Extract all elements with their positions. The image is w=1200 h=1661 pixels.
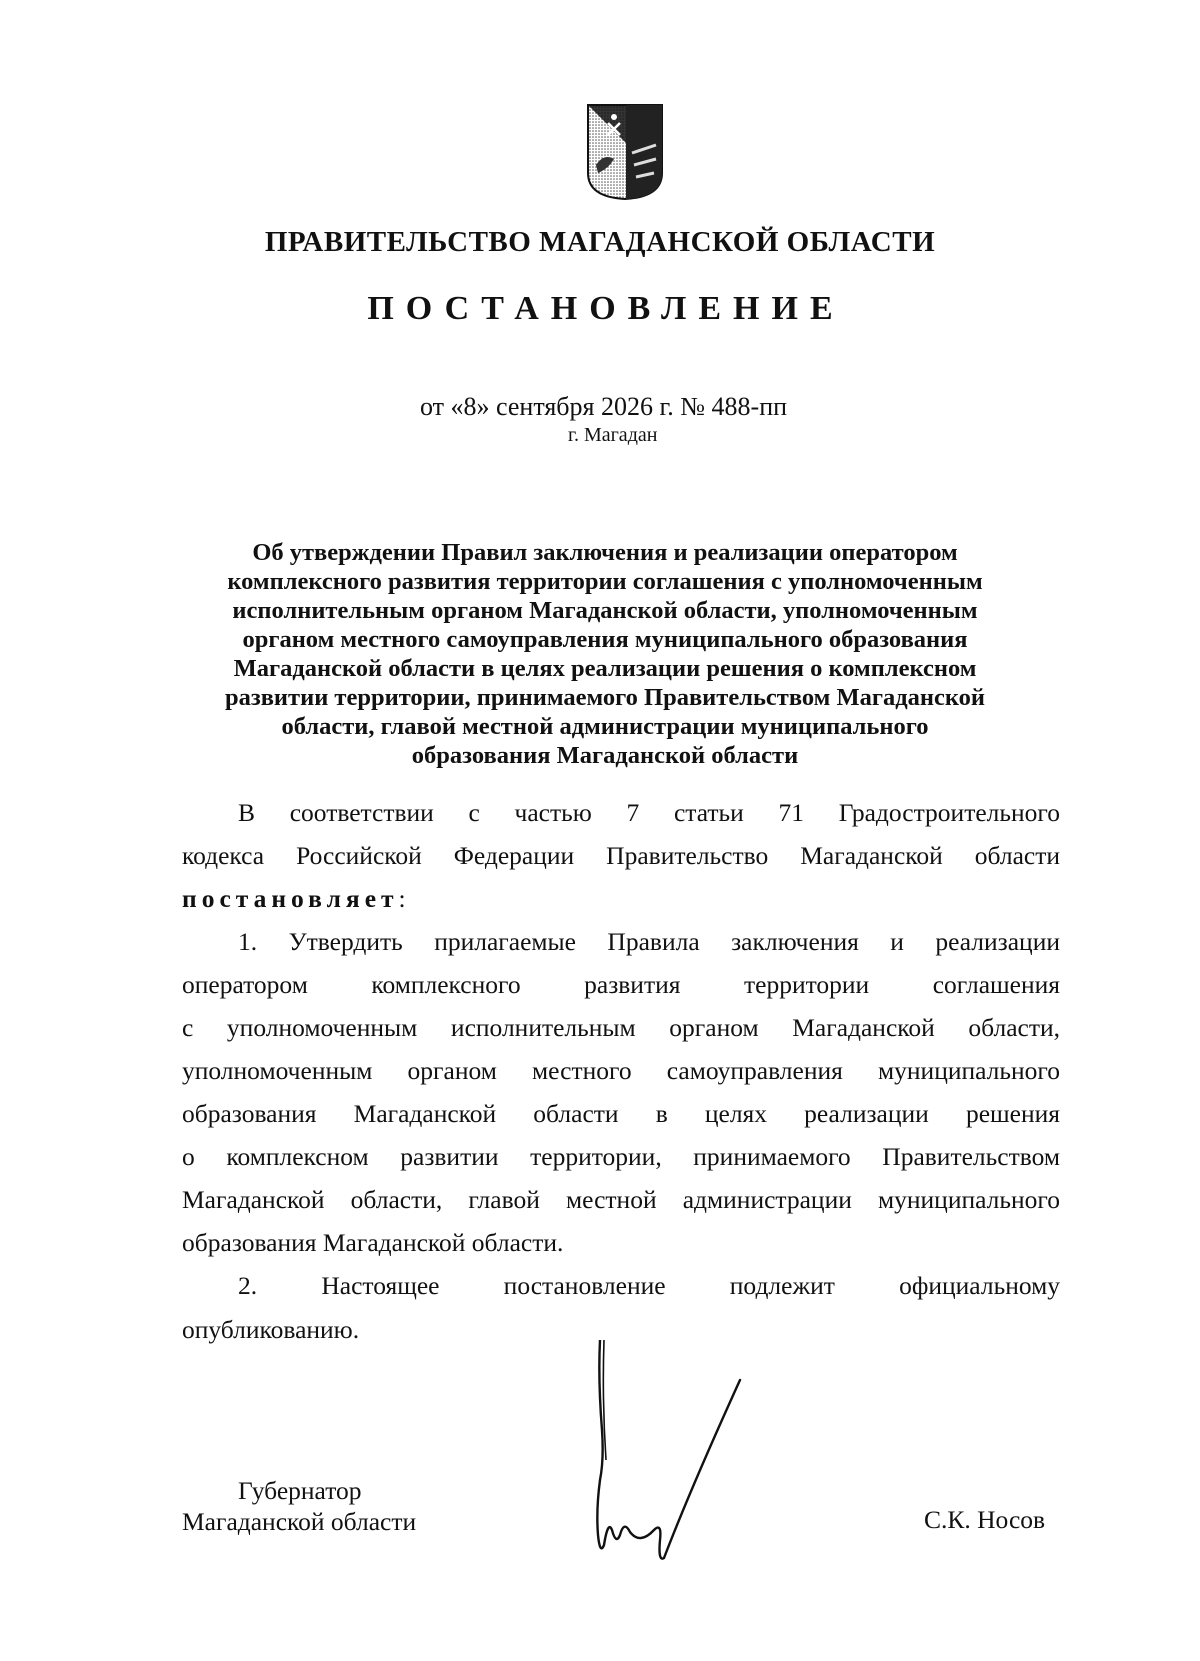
item1-last-line: образования Магаданской области. (182, 1228, 564, 1257)
document-title (150, 538, 1060, 770)
decree-word: постановляет (182, 884, 399, 913)
preamble-line: В соответствии с частью 7 статьи 71 Градостроительного (238, 798, 1060, 827)
city-line: г. Магадан (568, 424, 658, 446)
item2-line: 2. Настоящее постановление подлежит официальному (238, 1271, 1060, 1300)
title-line: развитии территории, принимаемого Правительством Магаданской (224, 684, 986, 711)
item1-line: образования Магаданской области в целях реализации решения (182, 1099, 1060, 1128)
item1-line: 1. Утвердить прилагаемые Правила заключения и реализации (238, 927, 1060, 956)
item1-line: Магаданской области, главой местной администрации муниципального (182, 1185, 1060, 1214)
title-line: образования Магаданской области (411, 742, 799, 769)
position-line: Губернатор (238, 1476, 362, 1505)
item2-line: опубликованию. (182, 1315, 360, 1344)
government-name: ПРАВИТЕЛЬСТВО МАГАДАНСКОЙ ОБЛАСТИ (264, 226, 936, 258)
decree-colon: : (398, 884, 406, 913)
item1-line: уполномоченным органом местного самоуправления муниципального (182, 1056, 1060, 1085)
item1-line: о комплексном развитии территории, принимаемого Правительством (182, 1142, 1060, 1171)
title-line: области, главой местной администрации муниципального (281, 713, 929, 740)
position-line: Магаданской области (182, 1507, 417, 1536)
title-line: органом местного самоуправления муниципального образования (242, 626, 968, 653)
signatory-name: С.К. Носов (924, 1505, 1046, 1534)
signatory-position (182, 1475, 416, 1537)
item1-line: оператором комплексного развития территории соглашения (182, 970, 1060, 999)
title-line: комплексного развития территории соглашения с уполномоченным (227, 568, 983, 595)
item1-line: с уполномоченным исполнительным органом Магаданской области, (182, 1013, 1060, 1042)
title-line: Об утверждении Правил заключения и реализации оператором (252, 539, 958, 566)
title-line: Магаданской области в целях реализации решения о комплексном (233, 655, 977, 682)
magadan-region-coat-of-arms-icon (586, 103, 664, 201)
decree-word-line (182, 884, 1060, 924)
document-body (182, 798, 1060, 1318)
preamble-line: кодекса Российской Федерации Правительство Магаданской области (182, 841, 1060, 870)
document-type: ПОСТАНОВЛЕНИЕ (367, 290, 845, 327)
title-line: исполнительным органом Магаданской области, уполномоченным (232, 597, 978, 624)
date-number-line: от «8» сентября 2026 г. № 488-пп (420, 392, 788, 421)
handwritten-signature-icon (590, 1340, 790, 1570)
